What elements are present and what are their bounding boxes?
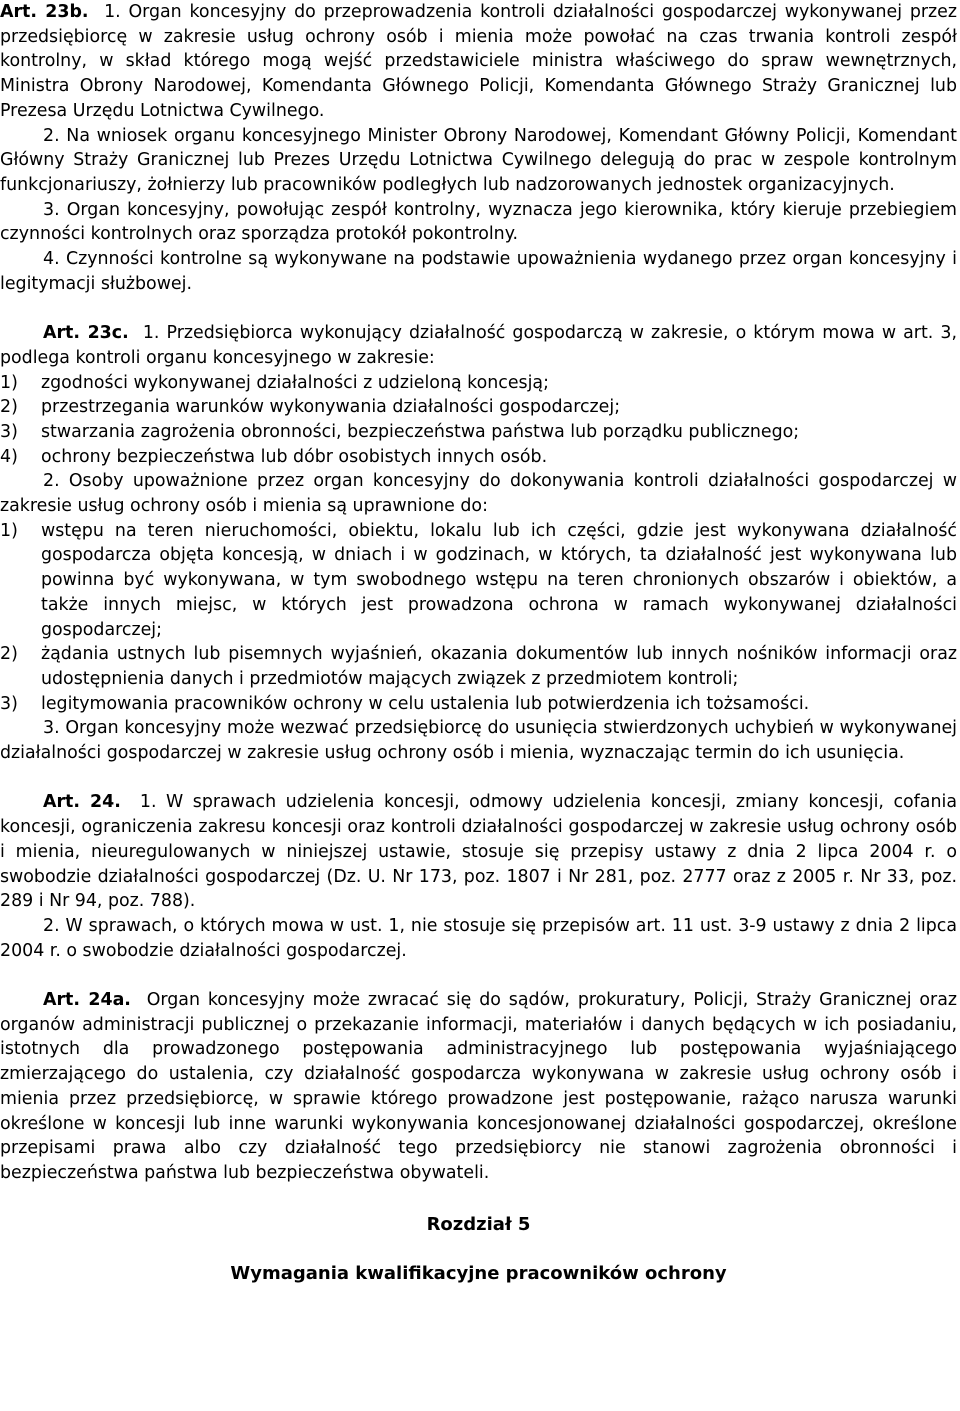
art23c-paragraph-1 [0,321,957,370]
art24-label: Art. 24. [43,792,121,813]
chapter-number: Rozdział 5 [426,1213,531,1235]
list-item: 3) legitymowania pracowników ochrony w celu ustalenia lub potwierdzenia ich tożsamości. [0,693,810,714]
art23c-list-1 [0,371,957,470]
art24-text-1: 1. W sprawach udzielenia koncesji, odmowy udzielenia koncesji, zmiany koncesji, cofania koncesji, ograniczenia zakresu koncesji oraz kontroli działalności gospodarczej w zakresie usług ochrony osób i mienia, nieuregulowanych w niniejszej ustawie, stosuje się przepisy ustawy z dnia 2 lipca 2004 r. o swobodzie działalności gospodarczej (Dz. U. Nr 173, poz. 1807 i Nr 281, poz. 2777 oraz z 2005 r. Nr 33, poz. 289 i Nr 94, poz. 788). [0,792,957,912]
art23c-label: Art. 23c. [43,323,129,344]
list-item: 2) przestrzegania warunków wykonywania działalności gospodarczej; [0,397,621,418]
art23b-paragraph-1 [0,0,957,124]
art23b-paragraph-3: 3. Organ koncesyjny, powołując zespół kontrolny, wyznacza jego kierownika, który kieruje przebiegiem czynności kontrolnych oraz sporządza protokół pokontrolny. [0,199,957,245]
art23b-text-1: 1. Organ koncesyjny do przeprowadzenia kontroli działalności gospodarczej wykonywanej przez przedsiębiorcę w zakresie usług ochrony osób i mienia może powołać na czas trwania kontroli zespół kontrolny, w skład którego mogą wejść przedstawiciele ministra właściwego do spraw wewnętrznych, Ministra Obrony Narodowej, Komendanta Głównego Policji, Komendanta Głównego Straży Granicznej lub Prezesa Urzędu Lotnictwa Cywilnego. [0,2,957,121]
art23b-label: Art. 23b. [0,2,89,22]
art23b-paragraph-4: 4. Czynności kontrolne są wykonywane na podstawie upoważnienia wydanego przez organ koncesyjny i legitymacji służbowej. [0,249,957,294]
art24a-paragraph-1 [0,988,957,1186]
list-item: 2) żądania ustnych lub pisemnych wyjaśnień, okazania dokumentów lub innych nośników informacji oraz udostępnienia danych i przedmiotów mających związek z przedmiotem kontroli; [0,644,957,689]
list-item: 1) wstępu na teren nieruchomości, obiektu, lokalu lub ich części, gdzie jest wykonywana działalność gospodarcza objęta koncesją, w dniach i w godzinach, w których, ta działalność jest wykonywana lub powinna być wykonywana, w tym swobodnego wstępu na teren chronionych obszarów i obiektów, a także innych miejsc, w których jest prowadzona ochrona w ramach wykonywanej działalności gospodarczej; [0,520,957,640]
list-item: 1) zgodności wykonywanej działalności z udzieloną koncesją; [0,372,549,393]
art23c-text-1: 1. Przedsiębiorca wykonujący działalność gospodarczą w zakresie, o którym mowa w art. 3, podlega kontroli organu koncesyjnego w zakresie: [0,323,957,368]
art23b-paragraph-2: 2. Na wniosek organu koncesyjnego Minister Obrony Narodowej, Komendant Główny Policji, Komendant Główny Straży Granicznej lub Prezes Urzędu Lotnictwa Cywilnego delegują do prac w zespole kontrolnym funkcjonariuszy, żołnierzy lub pracowników podległych lub nadzorowanych jednostek organizacyjnych. [0,125,957,195]
art23c-paragraph-2: 2. Osoby upoważnione przez organ koncesyjny do dokonywania kontroli działalności gospodarczej w zakresie usług ochrony osób i mienia są uprawnione do: [0,471,957,517]
art24a-text-1: Organ koncesyjny może zwracać się do sądów, prokuratury, Policji, Straży Granicznej oraz organów administracji publicznej o przekazanie informacji, materiałów i danych będących w ich posiadaniu, istotnych dla prowadzonego postępowania administracyjnego lub postępowania wyjaśniającego zmierzającego do ustalenia, czy działalność gospodarcza wykonywana w zakresie usług ochrony osób i mienia przez przedsiębiorcę, w sprawie którego prowadzone jest postępowanie, rażąco narusza warunki określone w koncesji lub inne warunki wykonywania koncesjonowanej działalności gospodarczej, określone przepisami prawa albo czy działalność tego przedsiębiorcy nie stanowi zagrożenia obronności i bezpieczeństwa państwa lub bezpieczeństwa obywateli. [0,990,957,1183]
list-item: 3) stwarzania zagrożenia obronności, bezpieczeństwa państwa lub porządku publicznego; [0,421,800,442]
art23c-list-2 [0,519,957,717]
art24-paragraph-2: 2. W sprawach, o których mowa w ust. 1, nie stosuje się przepisów art. 11 ust. 3-9 ustawy z dnia 2 lipca 2004 r. o swobodzie działalności gospodarczej. [0,915,957,961]
list-item: 4) ochrony bezpieczeństwa lub dóbr osobistych innych osób. [0,446,548,467]
chapter-title: Wymagania kwalifikacyjne pracowników ochrony [230,1263,727,1285]
art24-paragraph-1 [0,790,957,914]
art24a-label: Art. 24a. [43,990,131,1011]
art23c-paragraph-3: 3. Organ koncesyjny może wezwać przedsiębiorcę do usunięcia stwierdzonych uchybień w wykonywanej działalności gospodarczej w zakresie usług ochrony osób i mienia, wyznaczając termin do ich usunięcia. [0,718,957,764]
